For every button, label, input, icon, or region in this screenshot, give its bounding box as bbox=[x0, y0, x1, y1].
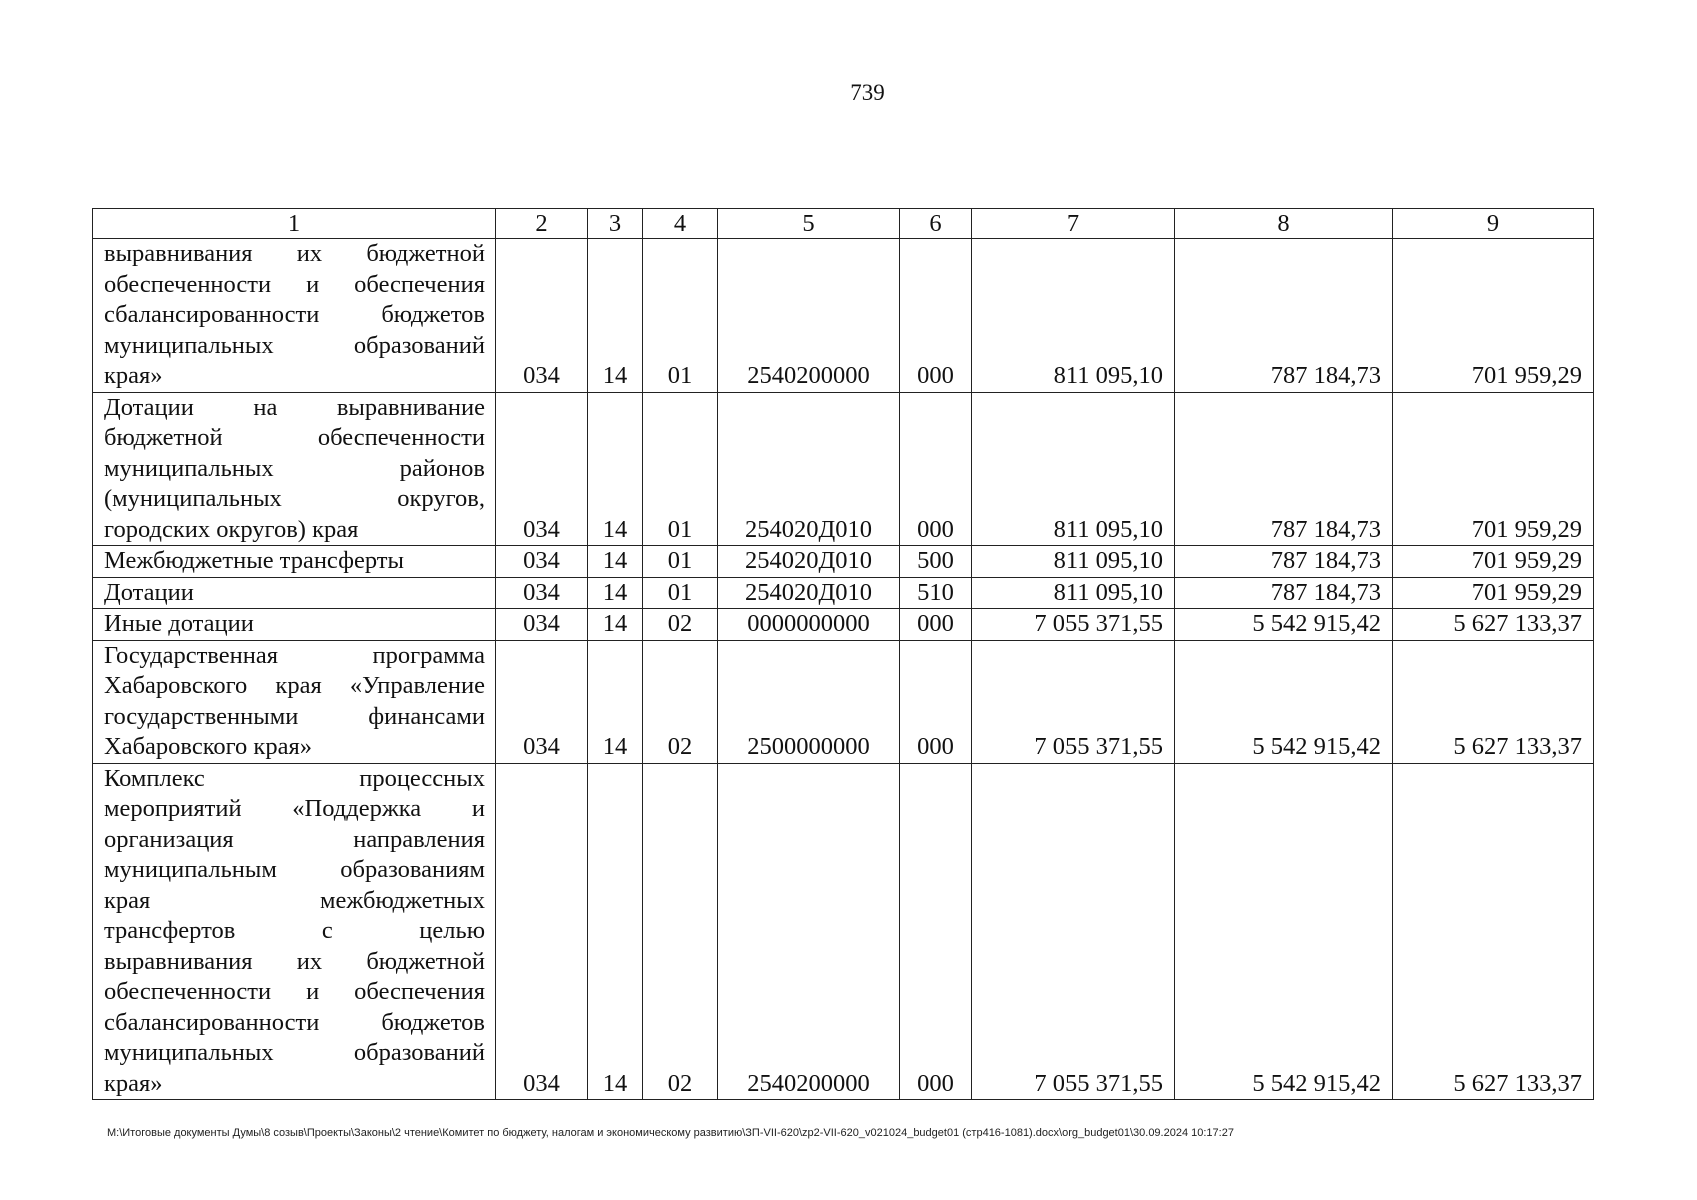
target-article-code: 254020Д010 bbox=[718, 546, 900, 578]
amount-col8: 787 184,73 bbox=[1175, 239, 1393, 393]
description-line: Хабаровского края» bbox=[104, 733, 312, 760]
description-line: выравнивания их бюджетной bbox=[104, 947, 485, 975]
table-row bbox=[93, 239, 1594, 393]
ministry-code: 034 bbox=[496, 239, 588, 393]
budget-table bbox=[92, 208, 1594, 1100]
ministry-code: 034 bbox=[496, 609, 588, 641]
description-line: Комплекс процессных bbox=[104, 764, 485, 792]
subsection-code: 01 bbox=[643, 577, 718, 609]
table-row bbox=[93, 392, 1594, 546]
amount-col8: 5 542 915,42 bbox=[1175, 763, 1393, 1100]
amount-col9: 5 627 133,37 bbox=[1393, 640, 1594, 763]
subsection-code: 02 bbox=[643, 763, 718, 1100]
amount-col8: 787 184,73 bbox=[1175, 546, 1393, 578]
expense-type-code: 510 bbox=[900, 577, 972, 609]
description-line: (муниципальных округов, bbox=[104, 485, 485, 512]
description-line: Государственная программа bbox=[104, 641, 485, 669]
amount-col7: 7 055 371,55 bbox=[972, 763, 1175, 1100]
amount-col9: 5 627 133,37 bbox=[1393, 763, 1594, 1100]
section-code: 14 bbox=[588, 577, 643, 609]
amount-col8: 5 542 915,42 bbox=[1175, 609, 1393, 641]
description-line: городских округов) края bbox=[104, 515, 359, 543]
amount-col7: 7 055 371,55 bbox=[972, 609, 1175, 641]
section-code: 14 bbox=[588, 392, 643, 546]
column-number: 5 bbox=[718, 209, 900, 239]
description-line: муниципальных образований bbox=[104, 1039, 485, 1066]
description-line: трансфертов с целью bbox=[104, 917, 485, 944]
description-line: Иные дотации bbox=[104, 610, 254, 637]
description-line: государственными финансами bbox=[104, 702, 485, 730]
page-number: 739 bbox=[850, 80, 885, 105]
row-description bbox=[93, 609, 496, 641]
file-path-footer: M:\Итоговые документы Думы\8 созыв\Проекты\Законы\2 чтение\Комитет по бюджету, налогам и экономическому развитию\ЗП-VII-620\zp2-VII-620_v021024_budget01 (стр416-1081).docx\org_budget01\30.09.2024 10:17:27 bbox=[107, 1127, 1234, 1139]
description-line: обеспеченности и обеспечения bbox=[104, 270, 485, 298]
subsection-code: 02 bbox=[643, 640, 718, 763]
amount-col7: 811 095,10 bbox=[972, 392, 1175, 546]
row-description bbox=[93, 763, 496, 1100]
target-article-code: 2540200000 bbox=[718, 239, 900, 393]
target-article-code: 254020Д010 bbox=[718, 577, 900, 609]
amount-col9: 5 627 133,37 bbox=[1393, 609, 1594, 641]
description-line: организация направления bbox=[104, 825, 485, 853]
amount-col7: 811 095,10 bbox=[972, 577, 1175, 609]
description-line: мероприятий «Поддержка и bbox=[104, 795, 485, 822]
amount-col8: 787 184,73 bbox=[1175, 392, 1393, 546]
description-line: бюджетной обеспеченности bbox=[104, 424, 485, 451]
description-line: края» bbox=[104, 362, 163, 389]
column-number: 9 bbox=[1393, 209, 1594, 239]
section-code: 14 bbox=[588, 609, 643, 641]
amount-col9: 701 959,29 bbox=[1393, 239, 1594, 393]
ministry-code: 034 bbox=[496, 546, 588, 578]
target-article-code: 0000000000 bbox=[718, 609, 900, 641]
amount-col8: 5 542 915,42 bbox=[1175, 640, 1393, 763]
section-code: 14 bbox=[588, 546, 643, 578]
target-article-code: 2500000000 bbox=[718, 640, 900, 763]
table-row bbox=[93, 609, 1594, 641]
expense-type-code: 000 bbox=[900, 239, 972, 393]
subsection-code: 01 bbox=[643, 546, 718, 578]
column-number: 2 bbox=[496, 209, 588, 239]
column-number: 4 bbox=[643, 209, 718, 239]
expense-type-code: 000 bbox=[900, 640, 972, 763]
row-description bbox=[93, 392, 496, 546]
amount-col9: 701 959,29 bbox=[1393, 392, 1594, 546]
column-number-row bbox=[93, 209, 1594, 239]
subsection-code: 02 bbox=[643, 609, 718, 641]
subsection-code: 01 bbox=[643, 392, 718, 546]
column-number: 8 bbox=[1175, 209, 1393, 239]
expense-type-code: 000 bbox=[900, 763, 972, 1100]
amount-col7: 7 055 371,55 bbox=[972, 640, 1175, 763]
description-line: края» bbox=[104, 1069, 163, 1097]
expense-type-code: 000 bbox=[900, 609, 972, 641]
description-line: Межбюджетные трансферты bbox=[104, 547, 404, 574]
column-number: 1 bbox=[93, 209, 496, 239]
amount-col8: 787 184,73 bbox=[1175, 577, 1393, 609]
ministry-code: 034 bbox=[496, 640, 588, 763]
table-row bbox=[93, 640, 1594, 763]
description-line: сбалансированности бюджетов bbox=[104, 1008, 485, 1036]
table-row bbox=[93, 546, 1594, 578]
table-row bbox=[93, 763, 1594, 1100]
description-line: края межбюджетных bbox=[104, 886, 485, 914]
row-description bbox=[93, 546, 496, 578]
row-description bbox=[93, 239, 496, 393]
target-article-code: 254020Д010 bbox=[718, 392, 900, 546]
expense-type-code: 000 bbox=[900, 392, 972, 546]
ministry-code: 034 bbox=[496, 763, 588, 1100]
table-row bbox=[93, 577, 1594, 609]
description-line: Дотации bbox=[104, 578, 194, 606]
description-line: муниципальным образованиям bbox=[104, 856, 485, 883]
target-article-code: 2540200000 bbox=[718, 763, 900, 1100]
ministry-code: 034 bbox=[496, 392, 588, 546]
column-number: 6 bbox=[900, 209, 972, 239]
description-line: муниципальных районов bbox=[104, 454, 485, 482]
description-line: Хабаровского края «Управление bbox=[104, 672, 485, 699]
section-code: 14 bbox=[588, 640, 643, 763]
amount-col9: 701 959,29 bbox=[1393, 546, 1594, 578]
expense-type-code: 500 bbox=[900, 546, 972, 578]
description-line: муниципальных образований bbox=[104, 331, 485, 359]
description-line: Дотации на выравнивание bbox=[104, 393, 485, 421]
section-code: 14 bbox=[588, 763, 643, 1100]
row-description bbox=[93, 640, 496, 763]
amount-col9: 701 959,29 bbox=[1393, 577, 1594, 609]
subsection-code: 01 bbox=[643, 239, 718, 393]
section-code: 14 bbox=[588, 239, 643, 393]
amount-col7: 811 095,10 bbox=[972, 239, 1175, 393]
column-number: 3 bbox=[588, 209, 643, 239]
ministry-code: 034 bbox=[496, 577, 588, 609]
description-line: выравнивания их бюджетной bbox=[104, 240, 485, 267]
column-number: 7 bbox=[972, 209, 1175, 239]
row-description bbox=[93, 577, 496, 609]
description-line: сбалансированности бюджетов bbox=[104, 301, 485, 328]
amount-col7: 811 095,10 bbox=[972, 546, 1175, 578]
description-line: обеспеченности и обеспечения bbox=[104, 978, 485, 1005]
